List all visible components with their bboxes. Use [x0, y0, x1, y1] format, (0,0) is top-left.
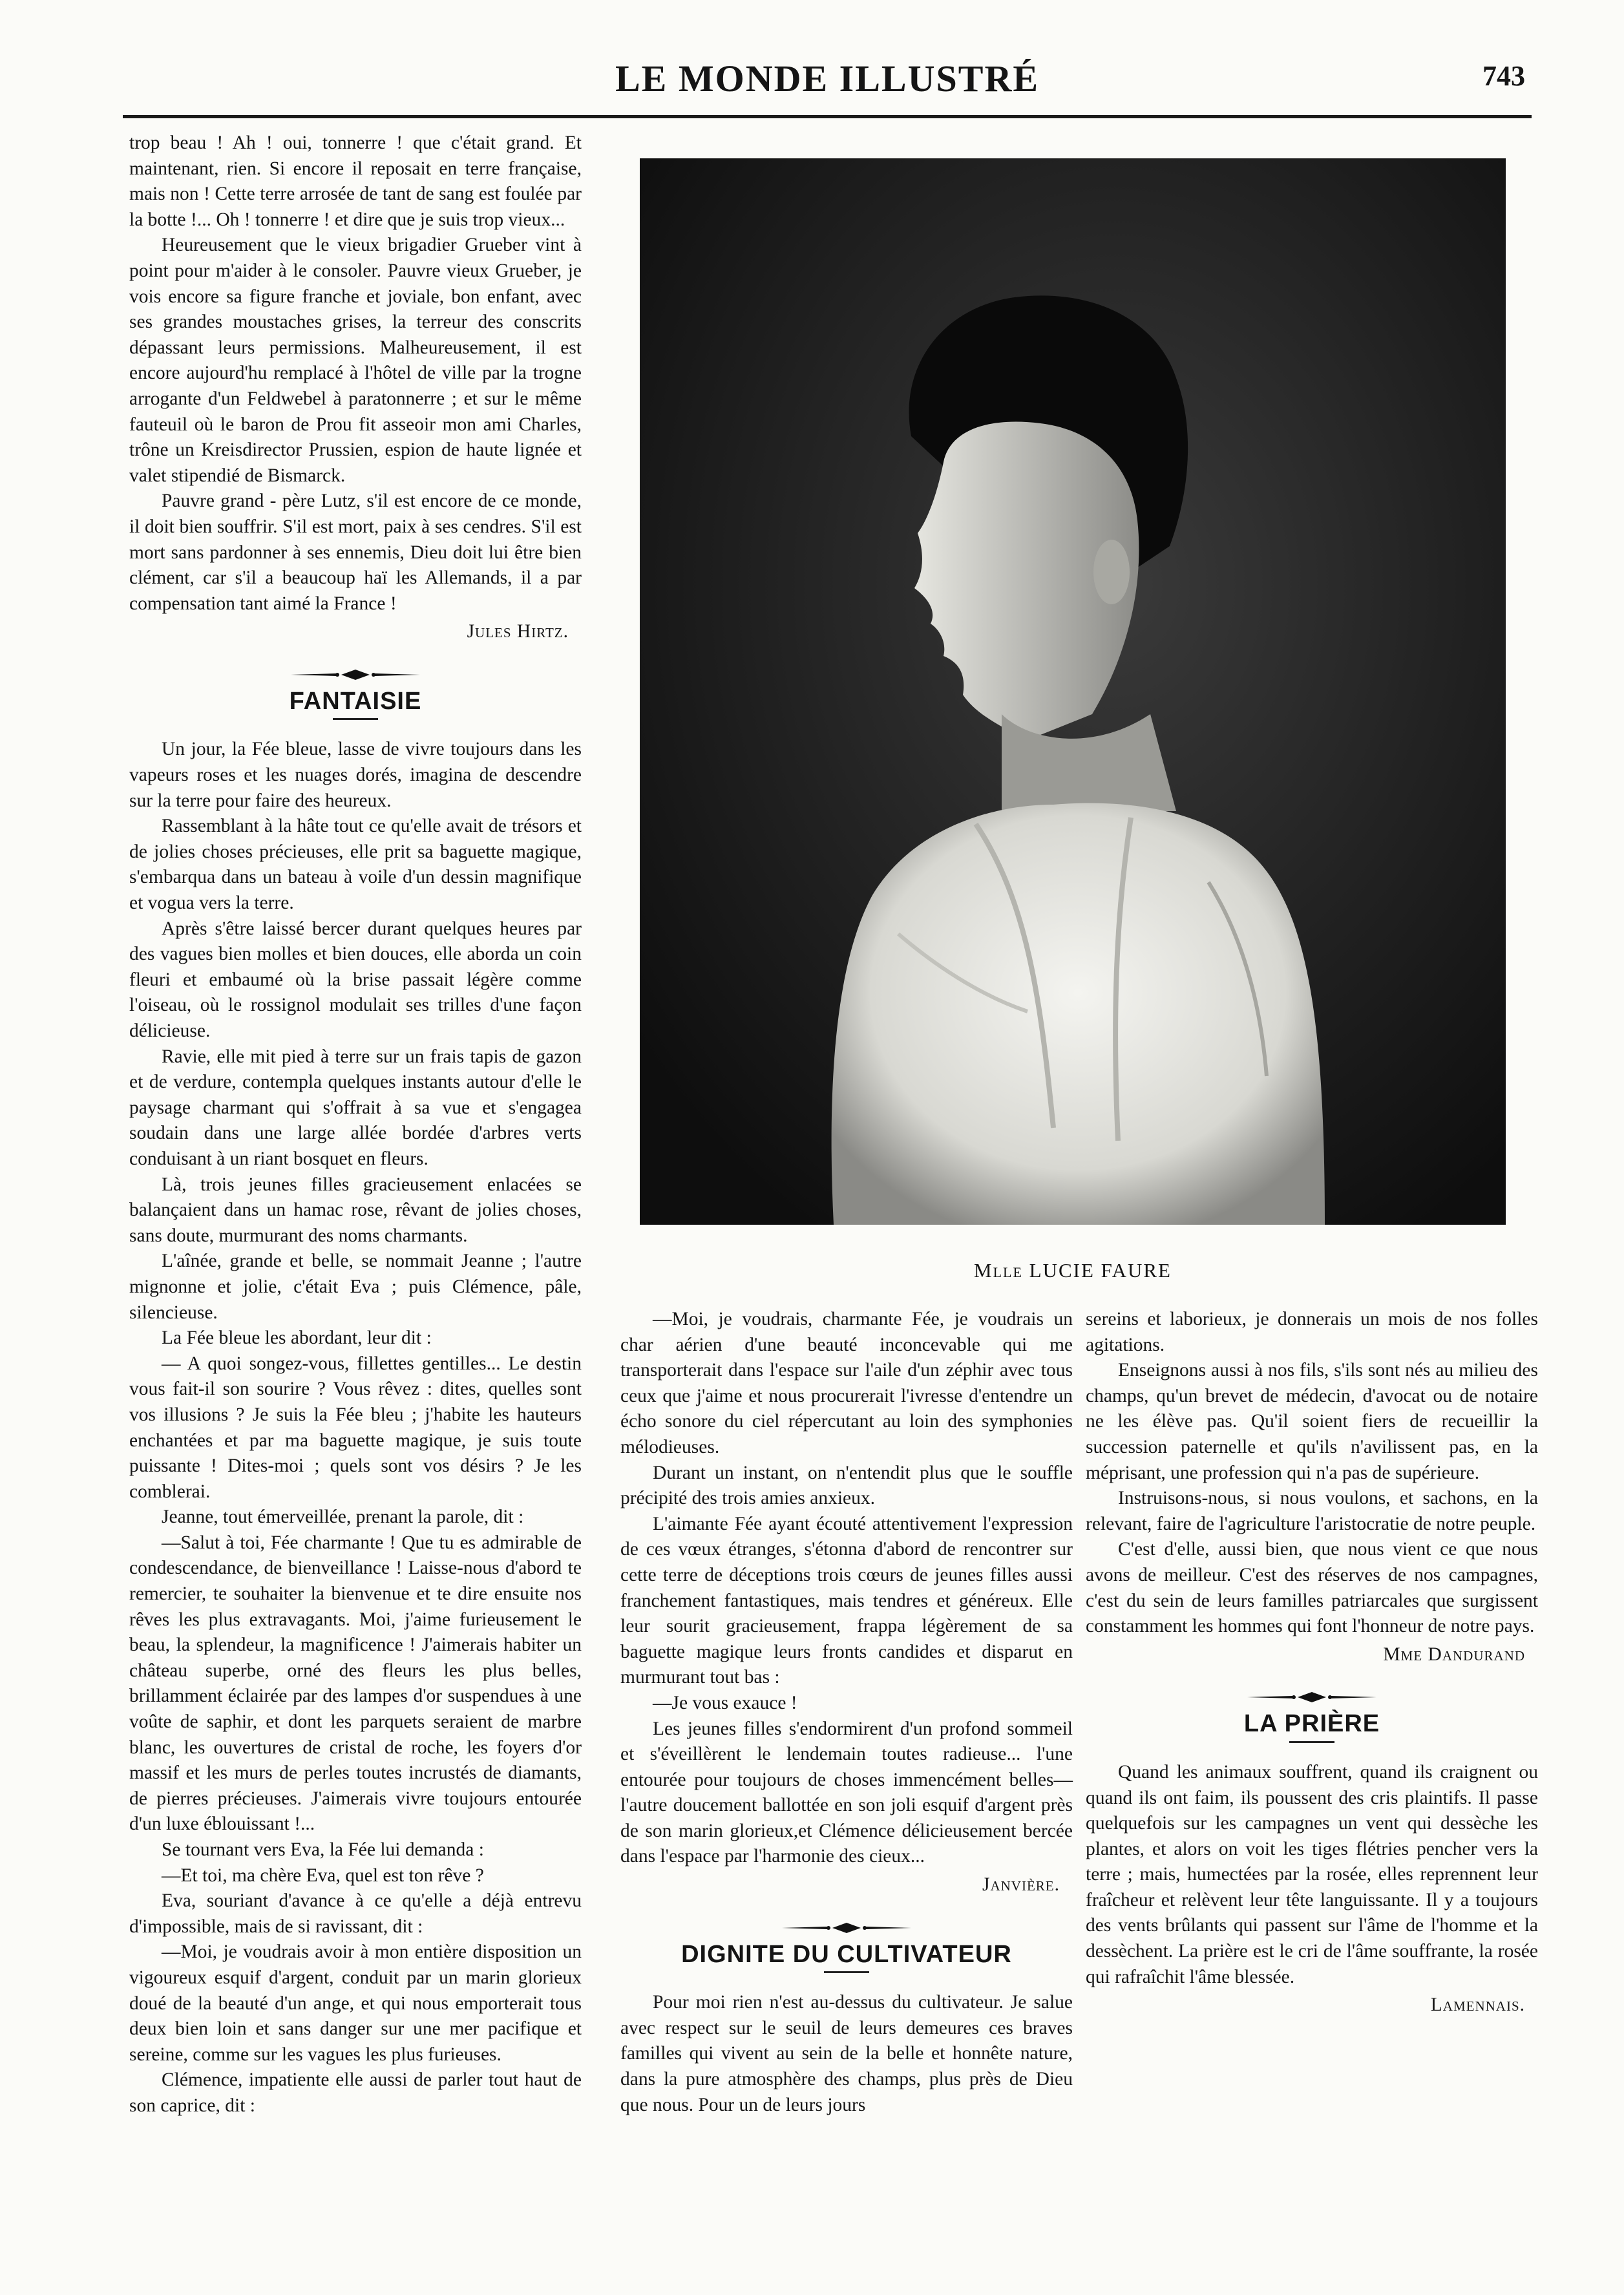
- column-right: [1086, 1307, 1538, 2018]
- signature-lamennais: Lamennais.: [1430, 1994, 1525, 2016]
- paragraph: Eva, souriant d'avance à ce qu'elle a déjà entrevu d'impossible, mais de si ravissant, dit :: [129, 1890, 582, 1937]
- masthead: [123, 57, 1532, 118]
- paragraph: Après s'être laissé bercer durant quelques heures par des vagues bien molles et bien douces, elle aborda un coin fleuri et embaumé où la brise passait légère comme l'oiseau, où le rossignol modulait ses trilles d'une façon délicieuse.: [129, 918, 582, 1041]
- page-number: 743: [1482, 60, 1525, 92]
- title-underline: [824, 1971, 869, 1973]
- paragraph: Clémence, impatiente elle aussi de parler tout haut de son caprice, dit :: [129, 2069, 582, 2116]
- paragraph: —Salut à toi, Fée charmante ! Que tu es admirable de condescendance, de bienveillance ! Laisse-nous d'abord te remercier, te souhaiter la bienvenue et te dire ensuite nos rêves les plus extravagants. Moi, j'aime furieusement le beau, la splendeur, la magnificence ! J'aimerais habiter un château superbe, orné des fleurs les plus belles, brillamment éclairée par des lampes d'or suspendues à une voûte de saphir, et dont les parquets seraient de marbre blanc, les ouvertures de cristal de roche, les foyers d'or massif et les murs de perles toutes incrustés de diamants, de pierres précieuses. J'aimerais vivre toujours entourée d'un luxe éblouissant !...: [129, 1532, 582, 1835]
- paragraph: —Je vous exauce !: [653, 1692, 797, 1713]
- paragraph: —Moi, je voudrais avoir à mon entière disposition un vigoureux esquif d'argent, conduit par un marin glorieux doué de la beauté d'un ange, et qui nous emporterait tous deux bien loin et sans danger sur une mer pacifique et sereine, comme sur les vagues les plus furieuses.: [129, 1941, 582, 2065]
- ornament-divider: [1086, 1687, 1538, 1704]
- photo-caption: [640, 1259, 1506, 1282]
- section-title-priere: LA PRIÈRE: [1243, 1710, 1380, 1738]
- paragraph: L'aînée, grande et belle, se nommait Jeanne ; l'autre mignonne et jolie, c'était Eva ; puis Clémence, pâle, silencieuse.: [129, 1251, 582, 1323]
- title-underline: [1289, 1741, 1334, 1743]
- paragraph: Pauvre grand - père Lutz, s'il est encore de ce monde, il doit bien souffrir. S'il est mort, paix à ses cendres. S'il est mort sans pardonner à ses ennemis, Dieu doit lui être bien clément, car s'il a beaucoup haï les Allemands, il a par compensation tant aimé la France !: [129, 491, 582, 614]
- paragraph: Instruisons-nous, si nous voulons, et sachons, en la relevant, faire de l'agriculture l'aristocratie de notre peuple.: [1086, 1488, 1538, 1534]
- portrait-photo: [640, 158, 1506, 1225]
- paragraph: L'aimante Fée ayant écouté attentivement l'expression de ces vœux étranges, s'étonna d'abord de rencontrer sur cette terre de déceptions trois cœurs de jeunes filles aussi franchement fantastiques, mais tendres et généreux. Elle leur sourit gracieusement, frappa légèrement de sa baguette magique leurs fronts candides et disparut en murmurant tout bas :: [620, 1513, 1073, 1688]
- paragraph: Pour moi rien n'est au-dessus du cultivateur. Je salue avec respect sur le seuil de leurs demeures ces braves familles qui vivent au sein de la belle et honnête nature, dans la pure atmosphère des champs, plus près de Dieu que nous. Pour un de leurs jours: [620, 1992, 1073, 2115]
- paragraph: Quand les animaux souffrent, quand ils craignent ou quand ils ont faim, ils poussent des cris plaintifs. Il passe quelquefois sur les campagnes un vent qui dessèche les plantes, et alors on voit les tiges flétries pencher vers la terre ; mais, humectées par la rosée, elles reprennent leur fraîcheur et relèvent leur tête languissante. Il y a toujours des vents brûlants qui passent sur l'âme de l'homme et la dessèchent. La prière est le cri de l'âme souffrante, la rosée qui rafraîchit l'âme blessée.: [1086, 1761, 1538, 1987]
- ornament-divider: [129, 664, 582, 681]
- newspaper-title: LE MONDE ILLUSTRÉ: [615, 58, 1040, 100]
- caption-prefix: Mlle: [974, 1259, 1023, 1282]
- paragraph: Jeanne, tout émerveillée, prenant la parole, dit :: [162, 1507, 524, 1528]
- paragraph: sereins et laborieux, je donnerais un mois de nos folles agitations.: [1086, 1309, 1538, 1355]
- paragraph: Là, trois jeunes filles gracieusement enlacées se balançaient dans un hamac rose, rêvant de jolies choses, sans doute, murmurant des noms charmants.: [129, 1174, 582, 1246]
- paragraph: C'est d'elle, aussi bien, que nous vient ce que nous avons de meilleur. C'est des réserves de nos campagnes, c'est du sein de leurs familles patriarcales que surgissent constamment les hommes qui font l'honneur de notre pays.: [1086, 1539, 1538, 1637]
- caption-name: LUCIE FAURE: [1029, 1259, 1172, 1282]
- paragraph: —Moi, je voudrais, charmante Fée, je voudrais un char aérien d'une beauté inconcevable qui me transporterait dans l'espace sur l'aile d'un zéphir avec tous ceux que j'aime et nous procurerait l'ivresse d'entendre un écho sonore du ciel répercutant au loin des symphonies mélodieuses.: [620, 1309, 1073, 1457]
- signature-hirtz: Jules Hirtz.: [467, 621, 569, 642]
- section-title-dignite: DIGNITE DU CULTIVATEUR: [681, 1940, 1012, 1968]
- title-underline: [333, 718, 378, 720]
- signature-dandurand: Mme Dandurand: [1383, 1644, 1525, 1665]
- section-title-fantaisie: FANTAISIE: [289, 687, 422, 715]
- signature-janviere: Janvière.: [982, 1874, 1060, 1896]
- paragraph: La Fée bleue les abordant, leur dit :: [162, 1327, 432, 1349]
- paragraph: —Et toi, ma chère Eva, quel est ton rêve ?: [162, 1865, 484, 1886]
- paragraph: Les jeunes filles s'endormirent d'un profond sommeil et s'éveillèrent le lendemain toutes radieuse... l'une entourée pour toujours de choses immencément belles—l'autre doucement ballottée en son joli esquif d'argent près de son marin glorieux,et Clémence délicieusement bercée dans l'espace par l'harmonie des cieux...: [620, 1718, 1073, 1867]
- paragraph: Rassemblant à la hâte tout ce qu'elle avait de trésors et de jolies choses précieuses, elle prit sa baguette magique, s'embarqua dans un bateau à voile d'un dessin magnifique et vogua vers la terre.: [129, 816, 582, 914]
- portrait-illustration: [640, 158, 1506, 1225]
- paragraph: Ravie, elle mit pied à terre sur un frais tapis de gazon et de verdure, contempla quelques instants autour d'elle le paysage charmant qui s'offrait à sa vue et s'engagea soudain dans une large allée bordée d'arbres verts conduisant à un riant bosquet en fleurs.: [129, 1046, 582, 1169]
- paragraph: Durant un instant, on n'entendit plus que le souffle précipité des trois amies anxieux.: [620, 1462, 1073, 1509]
- paragraph: Un jour, la Fée bleue, lasse de vivre toujours dans les vapeurs roses et les nuages dorés, imagina de descendre sur la terre pour faire des heureux.: [129, 739, 582, 811]
- paragraph: Se tournant vers Eva, la Fée lui demanda :: [162, 1839, 484, 1860]
- paragraph: Enseignons aussi à nos fils, s'ils sont nés au milieu des champs, qu'un brevet de médecin, d'avocat ou de notaire ne les élève pas. Qu'il soient fiers de recueillir la succession paternelle et qu'ils n'avilissent pas, en la méprisant, une profession qui n'a pas de supérieure.: [1086, 1360, 1538, 1483]
- column-left: [129, 131, 582, 2119]
- paragraph: Heureusement que le vieux brigadier Grueber vint à point pour m'aider à le consoler. Pauvre vieux Grueber, je vois encore sa figure franche et joviale, bon enfant, avec ses grandes moustaches grises, la terreur des conscrits dépassant leurs permissions. Malheureusement, il est encore aujourd'hu remplacé à l'hôtel de ville par la trogne arrogante d'un Feldwebel à paratonnerre ; et sur le même fauteuil où le baron de Prou fit asseoir mon ami Charles, trône un Kreisdirector Prussien, espion de haute lignée et valet stipendié de Bismarck.: [129, 235, 582, 486]
- paragraph: — A quoi songez-vous, fillettes gentilles... Le destin vous fait-il son sourire ? Vous rêvez : dites, quelles sont vos illusions ? Je suis la Fée bleu ; j'habite les hauteurs enchantées et par ma baguette magique, je suis toute puissante ! Dites-moi ; quels sont vos désirs ? Je les comblerai.: [129, 1353, 582, 1502]
- paragraph: trop beau ! Ah ! oui, tonnerre ! que c'était grand. Et maintenant, rien. Si encore il reposait en terre française, mais non ! Cette terre arrosée de tant de sang est foulée par la botte !... Oh ! tonnerre ! et dire que je suis trop vieux...: [129, 132, 582, 230]
- column-middle: [620, 1307, 1073, 2118]
- ornament-divider: [620, 1918, 1073, 1934]
